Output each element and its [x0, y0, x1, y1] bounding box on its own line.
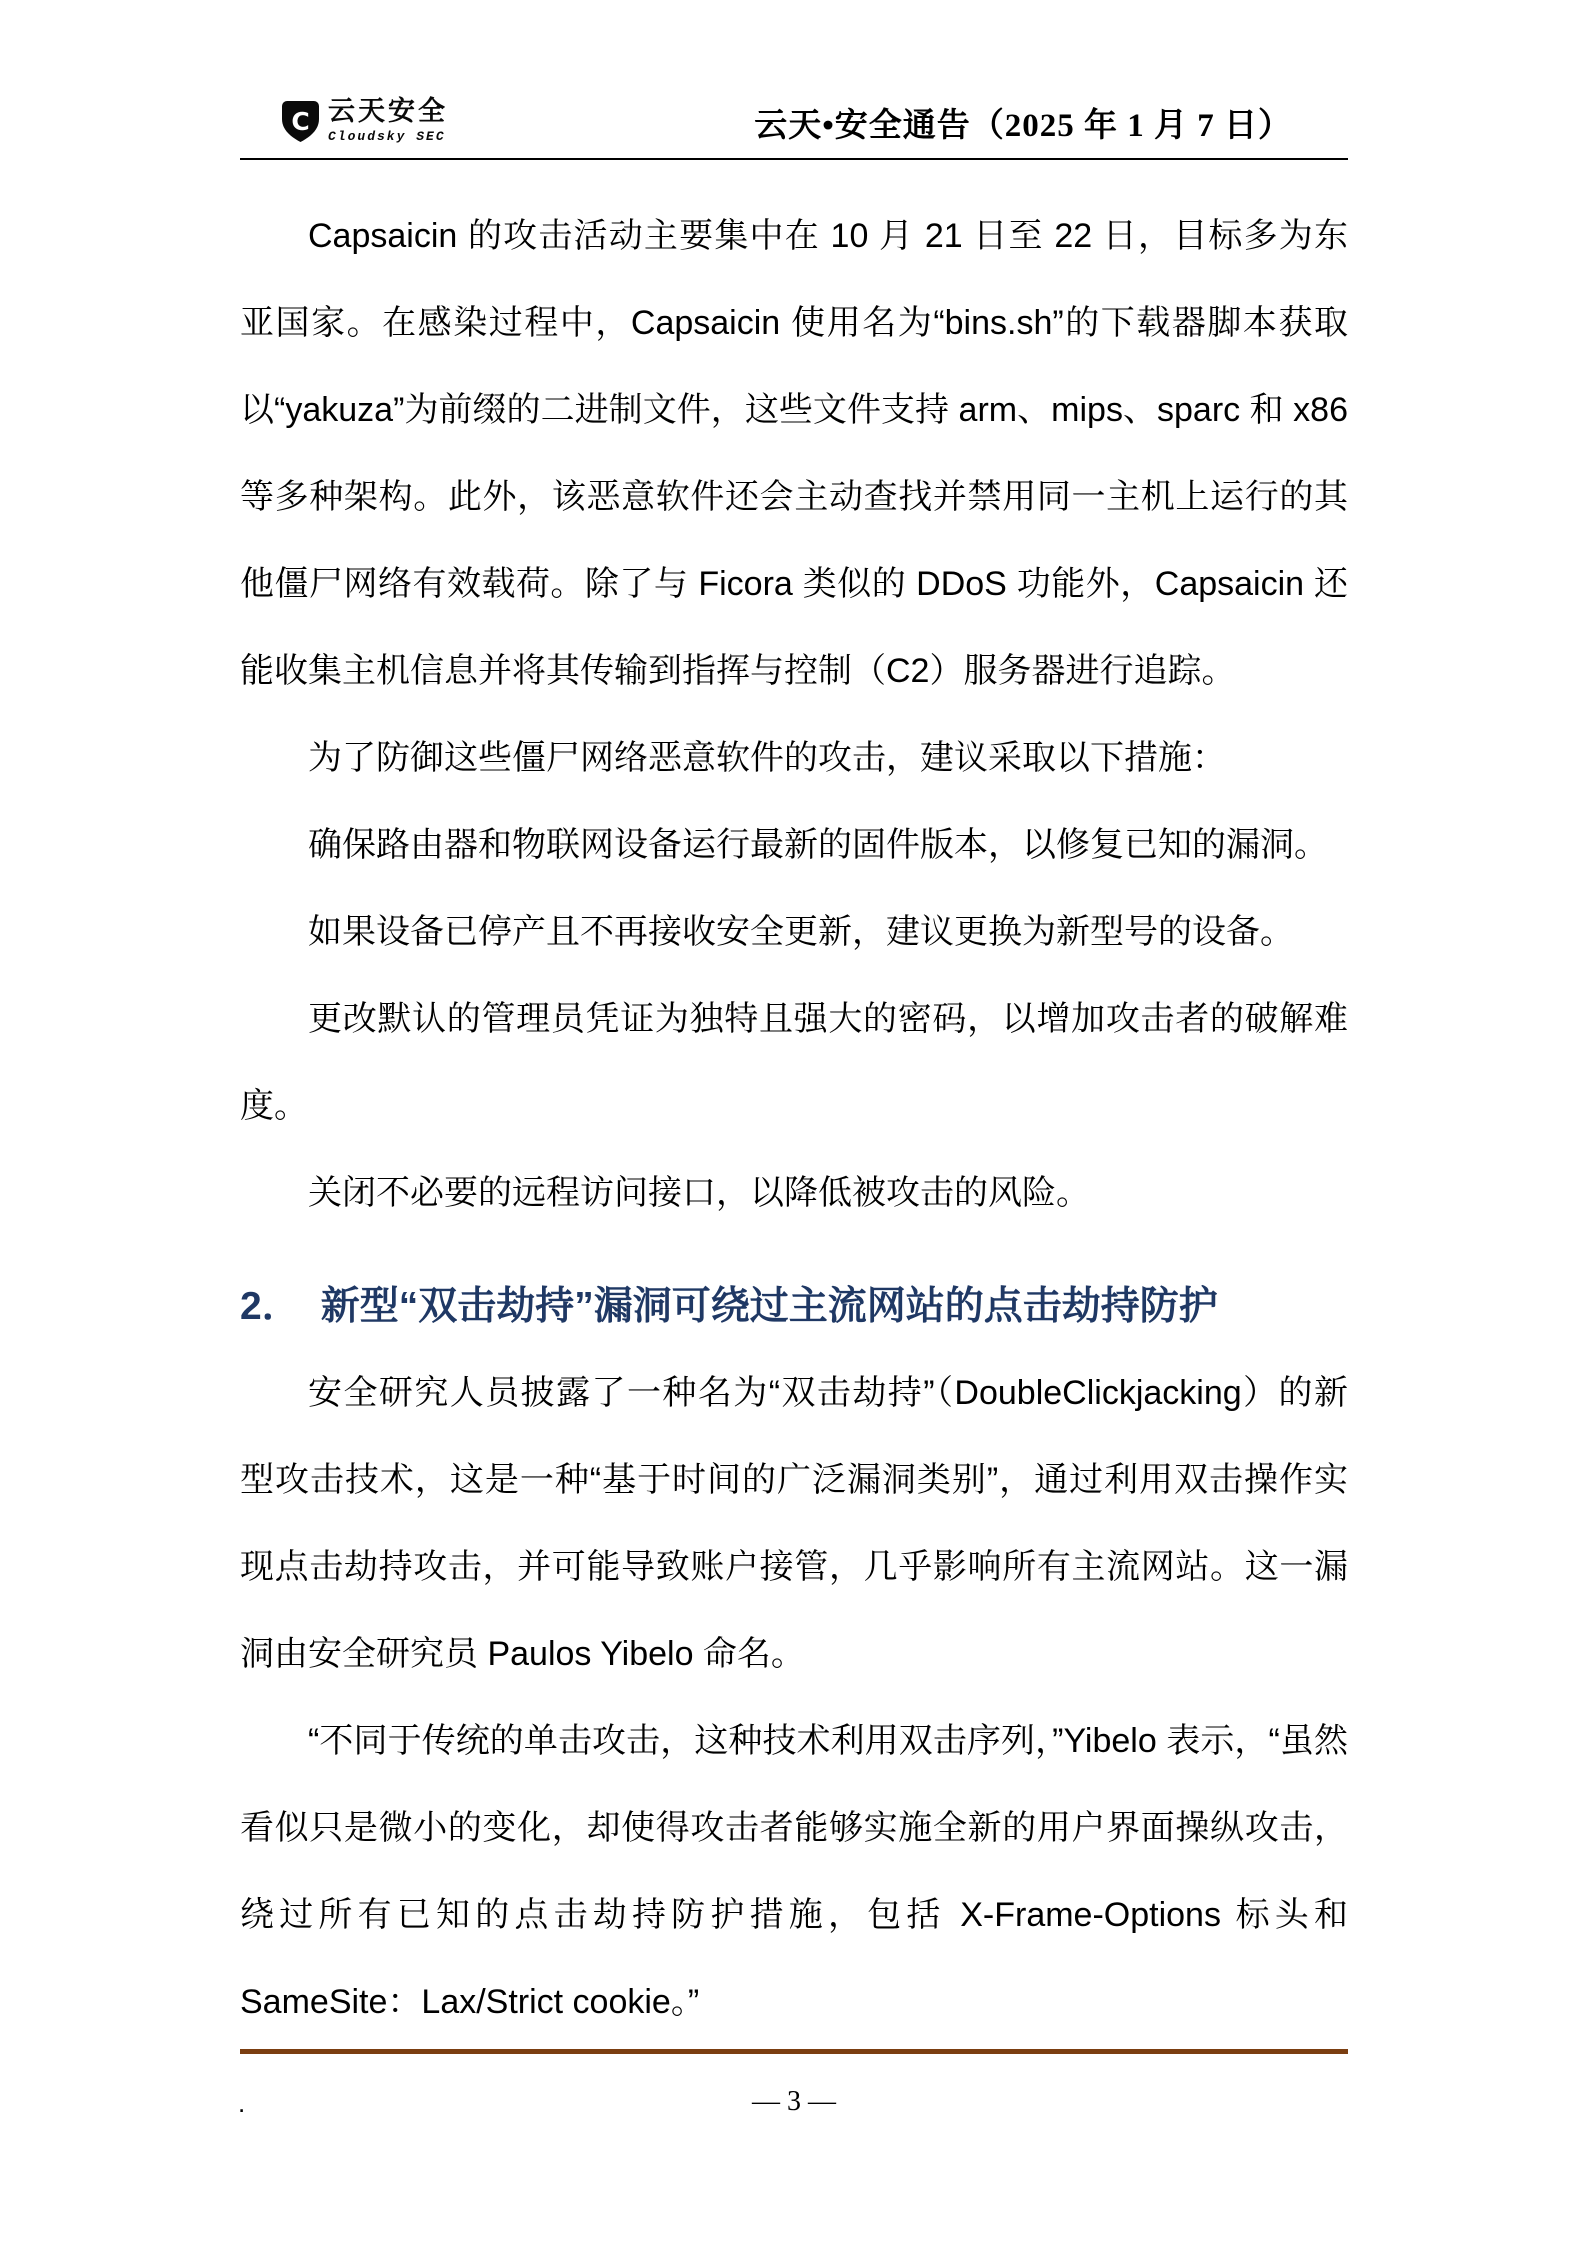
paragraph-yibelo-quote: “不同于传统的单击攻击，这种技术利用双击序列，”Yibelo 表示，“虽然看似只是微小的变化，却使得攻击者能够实施全新的用户界面操纵攻击，绕过所有已知的点击劫持防护措施，包括 X-Frame-Options 标头和 SameSite：Lax/Strict cookie。”	[240, 1722, 1348, 2021]
logo-text	[328, 98, 448, 144]
logo-name-en: Cloudsky SEC	[328, 129, 446, 144]
section-heading-text: 新型“双击劫持”漏洞可绕过主流网站的点击劫持防护	[320, 1285, 1218, 1328]
svg-text:C: C	[291, 106, 310, 136]
shield-c-icon	[282, 101, 319, 142]
document-title: 云天•安全通告（2025 年 1 月 7 日）	[754, 108, 1292, 144]
paragraph-measure-credentials: 更改默认的管理员凭证为独特且强大的密码，以增加攻击者的破解难度。	[240, 1000, 1348, 1125]
page-number: — 3 —	[752, 2086, 836, 2117]
page-header	[240, 94, 1348, 160]
footer-stray-dot: .	[238, 2088, 246, 2118]
paragraph-defense-intro: 为了防御这些僵尸网络恶意软件的攻击，建议采取以下措施：	[308, 739, 1226, 777]
paragraph-measure-replace-device: 如果设备已停产且不再接收安全更新，建议更换为新型号的设备。	[308, 913, 1294, 951]
section-heading-number: 2．	[240, 1285, 301, 1328]
paragraph-capsaicin-activity: Capsaicin 的攻击活动主要集中在 10 月 21 日至 22 日，目标多为东亚国家。在感染过程中，Capsaicin 使用名为“bins.sh”的下载器脚本获取以“yakuza”为前缀的二进制文件，这些文件支持 arm、mips、sparc 和 x86 等多种架构。此外，该恶意软件还会主动查找并禁用同一主机上运行的其他僵尸网络有效载荷。除了与 Ficora 类似的 DDoS 功能外，Capsaicin 还能收集主机信息并将其传输到指挥与控制（C2）服务器进行追踪。	[240, 217, 1348, 690]
paragraph-measure-firmware: 确保路由器和物联网设备运行最新的固件版本，以修复已知的漏洞。	[308, 826, 1328, 864]
brand-logo	[282, 98, 448, 144]
paragraph-measure-remote-access: 关闭不必要的远程访问接口，以降低被攻击的风险。	[308, 1174, 1090, 1212]
document-body	[240, 193, 1348, 2046]
section-heading-doubleclickjacking	[240, 1263, 1348, 1350]
logo-name-cn: 云天安全	[328, 96, 448, 126]
paragraph-doubleclickjacking-intro: 安全研究人员披露了一种名为“双击劫持”（DoubleClickjacking）的新型攻击技术，这是一种“基于时间的广泛漏洞类别”，通过利用双击操作实现点击劫持攻击，并可能导致账户接管，几乎影响所有主流网站。这一漏洞由安全研究员 Paulos Yibelo 命名。	[240, 1374, 1348, 1673]
footer-rule	[240, 2049, 1348, 2054]
